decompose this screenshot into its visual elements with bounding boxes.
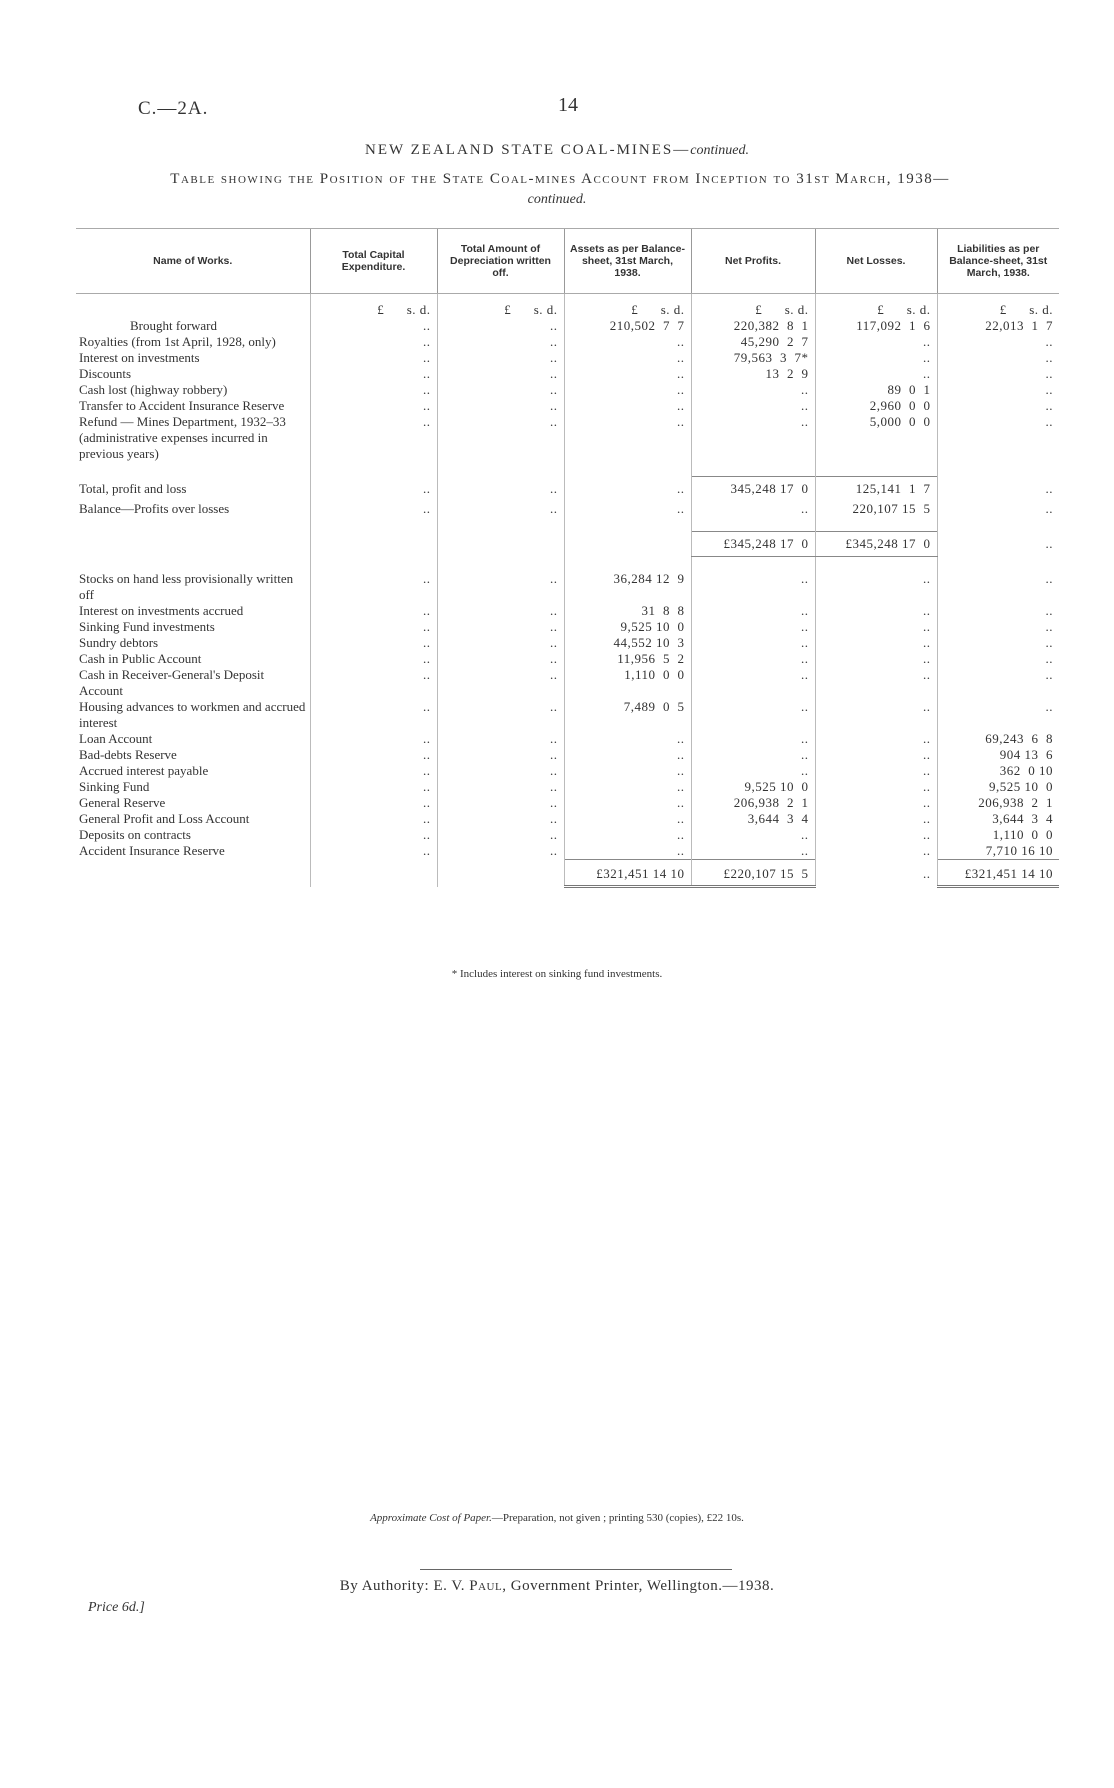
row-label: Sundry debtors — [79, 635, 159, 650]
row-label: Interest on investments accrued — [79, 603, 244, 618]
cell-losses: .. — [815, 366, 937, 382]
cell-cap: .. — [310, 731, 437, 747]
cell-liab: .. — [937, 651, 1059, 667]
cell-dep: .. — [437, 477, 564, 502]
cell-profits: £345,248 17 0 — [691, 532, 815, 557]
row-label: Transfer to Accident Insurance Reserve — [79, 398, 285, 413]
cell-liab: 9,525 10 0 — [937, 779, 1059, 795]
cell-liab: .. — [937, 532, 1059, 557]
cell-profits: .. — [691, 414, 815, 462]
cell-losses: .. — [815, 731, 937, 747]
table-row — [76, 779, 1059, 795]
cell-dep: .. — [437, 747, 564, 763]
cell-assets: .. — [564, 501, 691, 517]
table-row — [76, 382, 1059, 398]
page-title-main: NEW ZEALAND STATE COAL-MINES— — [365, 142, 691, 158]
cell-losses: .. — [815, 651, 937, 667]
printer-name: E. V. Paul, — [433, 1578, 507, 1594]
cell-dep: .. — [437, 571, 564, 603]
table-row — [76, 477, 1059, 502]
cell-liab: £321,451 14 10 — [937, 860, 1059, 887]
cell-dep: .. — [437, 350, 564, 366]
cell-assets: 31 8 8 — [564, 603, 691, 619]
cell-dep — [437, 860, 564, 887]
cell-losses: .. — [815, 699, 937, 731]
cell-losses: .. — [815, 635, 937, 651]
cell-losses: .. — [815, 350, 937, 366]
row-label: General Reserve — [79, 795, 166, 810]
cell-liab: .. — [937, 571, 1059, 603]
cell-losses: .. — [815, 860, 937, 887]
table-row — [76, 843, 1059, 860]
cell-assets: 11,956 5 2 — [564, 651, 691, 667]
cell-assets: .. — [564, 747, 691, 763]
cell-dep: .. — [437, 667, 564, 699]
cell-liab: .. — [937, 635, 1059, 651]
cell-dep: .. — [437, 811, 564, 827]
row-label: Stocks on hand less provisionally written off — [79, 571, 294, 602]
cell-cap: .. — [310, 747, 437, 763]
cell-assets: .. — [564, 763, 691, 779]
table-row — [76, 811, 1059, 827]
table-row — [76, 350, 1059, 366]
row-label: Total, profit and loss — [79, 480, 187, 496]
cell-liab: .. — [937, 477, 1059, 502]
cell-dep: .. — [437, 731, 564, 747]
col-header-net-losses: Net Losses. — [815, 229, 937, 294]
cell-cap: .. — [310, 763, 437, 779]
cell-profits: 3,644 3 4 — [691, 811, 815, 827]
row-label: Deposits on contracts — [79, 827, 191, 842]
table-row — [76, 827, 1059, 843]
cell-losses: .. — [815, 811, 937, 827]
cell-cap: .. — [310, 795, 437, 811]
units-label: £ s. d. — [564, 294, 691, 319]
cell-liab: 22,013 1 7 — [937, 318, 1059, 334]
table-row — [76, 619, 1059, 635]
cell-liab: .. — [937, 334, 1059, 350]
grand-total-row — [76, 860, 1059, 887]
cell-cap: .. — [310, 477, 437, 502]
cell-assets — [564, 532, 691, 557]
cell-assets: 1,110 0 0 — [564, 667, 691, 699]
col-header-capital: Total Capital Expenditure. — [310, 229, 437, 294]
table-row — [76, 414, 1059, 462]
cell-dep: .. — [437, 501, 564, 517]
row-label: Brought forward — [130, 318, 218, 333]
page-number: 14 — [558, 94, 578, 116]
row-label: Balance—Profits over losses — [79, 501, 230, 516]
cell-profits: 220,382 8 1 — [691, 318, 815, 334]
cell-assets: 36,284 12 9 — [564, 571, 691, 603]
page-title-suffix: continued. — [690, 143, 749, 158]
table-row — [76, 366, 1059, 382]
table-row — [76, 318, 1059, 334]
cell-cap: .. — [310, 635, 437, 651]
cell-assets: .. — [564, 382, 691, 398]
cell-dep: .. — [437, 699, 564, 731]
cell-profits: .. — [691, 571, 815, 603]
cell-assets: 7,489 0 5 — [564, 699, 691, 731]
cell-profits: 345,248 17 0 — [691, 477, 815, 502]
cell-profits: 45,290 2 7 — [691, 334, 815, 350]
table-row — [76, 795, 1059, 811]
cell-profits: 13 2 9 — [691, 366, 815, 382]
cell-assets: .. — [564, 731, 691, 747]
table-row — [76, 731, 1059, 747]
cell-liab: 3,644 3 4 — [937, 811, 1059, 827]
cell-cap: .. — [310, 843, 437, 860]
divider — [420, 1569, 732, 1570]
row-label: Bad-debts Reserve — [79, 747, 177, 762]
cell-losses: .. — [815, 779, 937, 795]
authority-prefix: By Authority: — [339, 1578, 430, 1594]
cell-dep: .. — [437, 603, 564, 619]
cell-dep — [437, 532, 564, 557]
cell-profits: .. — [691, 731, 815, 747]
cell-profits: £220,107 15 5 — [691, 860, 815, 887]
cell-profits: .. — [691, 763, 815, 779]
row-label: Refund — Mines Department, 1932–33 (administrative expenses incurred in previous years) — [79, 414, 286, 461]
cell-profits: .. — [691, 667, 815, 699]
cell-cap: .. — [310, 414, 437, 462]
cell-dep: .. — [437, 398, 564, 414]
cell-profits: .. — [691, 382, 815, 398]
table-title-continued: continued. — [527, 192, 587, 207]
cell-assets: .. — [564, 366, 691, 382]
spacer-row — [76, 462, 1059, 477]
cell-cap: .. — [310, 779, 437, 795]
cell-assets: .. — [564, 843, 691, 860]
table-row — [76, 603, 1059, 619]
row-label: Sinking Fund investments — [79, 619, 215, 634]
col-header-name: Name of Works. — [76, 229, 310, 294]
units-label: £ s. d. — [815, 294, 937, 319]
cell-profits: .. — [691, 619, 815, 635]
cell-liab: .. — [937, 667, 1059, 699]
cell-cap: .. — [310, 571, 437, 603]
cell-cap: .. — [310, 398, 437, 414]
cell-profits: .. — [691, 651, 815, 667]
cell-dep: .. — [437, 779, 564, 795]
cell-liab: 206,938 2 1 — [937, 795, 1059, 811]
cost-of-paper — [0, 1512, 1114, 1524]
cost-text: —Preparation, not given ; printing 530 (copies), £22 10s. — [491, 1512, 744, 1524]
spacer-row — [76, 557, 1059, 572]
cell-assets: £321,451 14 10 — [564, 860, 691, 887]
cell-assets: .. — [564, 477, 691, 502]
cell-losses: .. — [815, 795, 937, 811]
row-label: General Profit and Loss Account — [79, 811, 250, 826]
cell-losses: .. — [815, 334, 937, 350]
row-label — [76, 860, 310, 887]
row-label: Interest on investments — [79, 350, 200, 365]
cell-cap: .. — [310, 350, 437, 366]
cell-profits: .. — [691, 501, 815, 517]
cell-cap: .. — [310, 651, 437, 667]
cell-losses: .. — [815, 603, 937, 619]
cell-losses: 220,107 15 5 — [815, 501, 937, 517]
cell-assets: .. — [564, 795, 691, 811]
table-row — [76, 334, 1059, 350]
row-label: Loan Account — [79, 731, 153, 746]
cell-profits: .. — [691, 843, 815, 860]
cell-liab: 69,243 6 8 — [937, 731, 1059, 747]
cell-cap — [310, 532, 437, 557]
cell-dep: .. — [437, 414, 564, 462]
cell-losses: 89 0 1 — [815, 382, 937, 398]
page-title — [0, 142, 1114, 159]
authority-suffix: Government Printer, Wellington.—1938. — [510, 1578, 775, 1594]
units-label: £ s. d. — [437, 294, 564, 319]
cell-profits: 79,563 3 7* — [691, 350, 815, 366]
cell-cap: .. — [310, 318, 437, 334]
cell-losses: 2,960 0 0 — [815, 398, 937, 414]
cell-liab: 362 0 10 — [937, 763, 1059, 779]
cell-assets: .. — [564, 398, 691, 414]
cell-cap: .. — [310, 382, 437, 398]
table-row — [76, 651, 1059, 667]
col-header-assets: Assets as per Balance-sheet, 31st March, 1938. — [564, 229, 691, 294]
price: Price 6d.] — [88, 1600, 145, 1615]
units-row — [76, 294, 1059, 319]
cell-liab: .. — [937, 603, 1059, 619]
cell-liab: .. — [937, 699, 1059, 731]
cell-dep: .. — [437, 382, 564, 398]
cell-liab: .. — [937, 501, 1059, 517]
row-label: Housing advances to workmen and accrued interest — [79, 699, 306, 730]
cell-losses: .. — [815, 571, 937, 603]
cost-label: Approximate Cost of Paper. — [370, 1512, 492, 1524]
table-row — [76, 571, 1059, 603]
printer-authority — [0, 1578, 1114, 1595]
footnote: * Includes interest on sinking fund investments. — [451, 968, 663, 980]
document-reference: C.—2A. — [138, 98, 209, 119]
units-label: £ s. d. — [691, 294, 815, 319]
cell-assets: .. — [564, 350, 691, 366]
row-label: Cash in Public Account — [79, 651, 202, 666]
col-header-depreciation: Total Amount of Depreciation written off. — [437, 229, 564, 294]
cell-dep: .. — [437, 619, 564, 635]
cell-assets: .. — [564, 827, 691, 843]
cell-cap: .. — [310, 811, 437, 827]
col-header-liabilities: Liabilities as per Balance-sheet, 31st March, 1938. — [937, 229, 1059, 294]
cell-losses: .. — [815, 747, 937, 763]
cell-liab: .. — [937, 350, 1059, 366]
row-label: Accrued interest payable — [79, 763, 209, 778]
row-label: Cash in Receiver-General's Deposit Account — [79, 667, 265, 698]
cell-liab: .. — [937, 398, 1059, 414]
cell-liab: .. — [937, 366, 1059, 382]
cell-profits: .. — [691, 603, 815, 619]
col-header-net-profits: Net Profits. — [691, 229, 815, 294]
cell-cap: .. — [310, 619, 437, 635]
row-label: Accident Insurance Reserve — [79, 843, 225, 858]
cell-dep: .. — [437, 334, 564, 350]
cell-liab: .. — [937, 414, 1059, 462]
cell-dep: .. — [437, 795, 564, 811]
cell-cap: .. — [310, 501, 437, 517]
cell-liab: 7,710 16 10 — [937, 843, 1059, 860]
cell-dep: .. — [437, 843, 564, 860]
cell-losses: .. — [815, 619, 937, 635]
cell-profits: .. — [691, 747, 815, 763]
table-row — [76, 398, 1059, 414]
cell-assets: .. — [564, 334, 691, 350]
row-label: Sinking Fund — [79, 779, 150, 794]
table-header-row — [76, 229, 1059, 294]
cell-liab: .. — [937, 619, 1059, 635]
cell-dep: .. — [437, 763, 564, 779]
cell-cap: .. — [310, 699, 437, 731]
units-label: £ s. d. — [937, 294, 1059, 319]
cell-cap: .. — [310, 827, 437, 843]
cell-cap: .. — [310, 334, 437, 350]
cell-dep: .. — [437, 635, 564, 651]
cell-losses: .. — [815, 667, 937, 699]
cell-cap: .. — [310, 667, 437, 699]
table-row — [76, 635, 1059, 651]
cell-assets: 210,502 7 7 — [564, 318, 691, 334]
cell-profits: .. — [691, 635, 815, 651]
coal-mines-account-table — [76, 228, 1059, 888]
table-title: Table showing the Position of the State Coal-mines Account from Inception to 31st March, 1938— — [170, 171, 950, 187]
cell-cap — [310, 860, 437, 887]
cell-liab: 904 13 6 — [937, 747, 1059, 763]
row-label: Discounts — [79, 366, 131, 381]
cell-losses: .. — [815, 763, 937, 779]
table-row — [76, 667, 1059, 699]
cell-profits: 206,938 2 1 — [691, 795, 815, 811]
cell-assets: .. — [564, 414, 691, 462]
cell-dep: .. — [437, 827, 564, 843]
cell-assets: 9,525 10 0 — [564, 619, 691, 635]
cell-assets: .. — [564, 779, 691, 795]
cell-dep: .. — [437, 318, 564, 334]
table-row — [76, 699, 1059, 731]
cell-profits: .. — [691, 827, 815, 843]
cell-cap: .. — [310, 366, 437, 382]
row-label: Royalties (from 1st April, 1928, only) — [79, 334, 276, 349]
row-label: Cash lost (highway robbery) — [79, 382, 228, 397]
cell-liab: .. — [937, 382, 1059, 398]
table-row — [76, 747, 1059, 763]
cell-assets: 44,552 10 3 — [564, 635, 691, 651]
cell-losses: .. — [815, 827, 937, 843]
cell-dep: .. — [437, 651, 564, 667]
cell-losses: 117,092 1 6 — [815, 318, 937, 334]
table-row — [76, 501, 1059, 517]
cell-dep: .. — [437, 366, 564, 382]
cell-losses: £345,248 17 0 — [815, 532, 937, 557]
cell-profits: 9,525 10 0 — [691, 779, 815, 795]
cell-cap: .. — [310, 603, 437, 619]
cell-assets: .. — [564, 811, 691, 827]
profit-loss-total-row — [76, 532, 1059, 557]
cell-profits: .. — [691, 398, 815, 414]
cell-profits: .. — [691, 699, 815, 731]
cell-losses: 5,000 0 0 — [815, 414, 937, 462]
row-label — [76, 532, 310, 557]
cell-losses: 125,141 1 7 — [815, 477, 937, 502]
cell-losses: .. — [815, 843, 937, 860]
table-row — [76, 763, 1059, 779]
cell-liab: 1,110 0 0 — [937, 827, 1059, 843]
units-label: £ s. d. — [310, 294, 437, 319]
spacer-row — [76, 517, 1059, 532]
